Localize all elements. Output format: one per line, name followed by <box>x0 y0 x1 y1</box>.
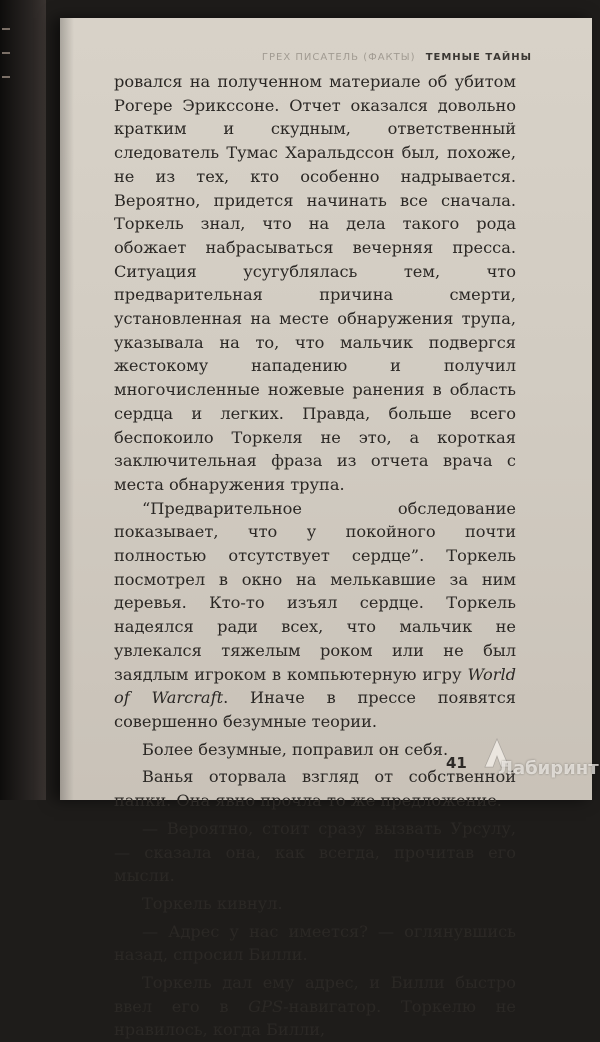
running-header-faded: ГРЕХ ПИСАТЕЛЬ (ФАКТЫ) <box>261 52 416 63</box>
text-run: . Иначе в прессе появятся совершенно безумные теории. <box>114 688 516 731</box>
italic-run: World of Warcraft <box>114 664 516 708</box>
watermark-text: Лабиринт <box>498 758 599 779</box>
running-header <box>262 52 532 63</box>
page-number: 41 <box>446 754 467 772</box>
paragraph: Более безумные, поправил он себя. <box>142 739 449 759</box>
text-run: -навигатор. Торкелю не нравилось, когда Билли, <box>114 996 516 1040</box>
text-run: “Предварительное обследование показывает, что у покойного почти полностью отсутствует сердце”. Торкель посмотрел в окно на мелькавшие за ним деревья. Кто-то изъял сердце. Торкель надеялся ради всех, что мальчик не увлекался тяжелым роком или не был заядлым игроком в компьютерную игру <box>114 498 516 684</box>
paragraph: — Вероятно, стоит сразу вызвать Урсулу, — сказала она, как всегда, прочитав его мысли. <box>114 818 516 886</box>
paragraph: — Адрес у нас имеется? — оглянувшись назад, спросил Билли. <box>114 921 516 965</box>
edge-mark <box>2 76 10 78</box>
running-header-title: ТЕМНЫЕ ТАЙНЫ <box>425 52 532 63</box>
adjacent-book-edge <box>0 0 46 800</box>
paragraph <box>114 497 516 734</box>
paragraph: Торкель кивнул. <box>142 893 283 913</box>
italic-run: GPS <box>248 996 284 1016</box>
paragraph: ровался на полученном материале об убитом Рогере Эрикссоне. Отчет оказался довольно кратким и скудным, ответственный следователь Тумас Харальдссон был, похоже, не из тех, кто особенно надрывается. Вероятно, придется начинать все сначала. Торкель знал, что на дела такого рода обожает набрасываться вечерняя пресса. Ситуация усугублялась тем, что предварительная причина смерти, установленная на месте обнаружения трупа, указывала на то, что мальчик подвергся жестокому нападению и получил многочисленные ножевые ранения в область сердца и легких. Правда, больше всего беспокоило Торкеля не это, а короткая заключительная фраза из отчета врача с места обнаружения трупа. <box>114 72 516 494</box>
paragraph: Ванья оторвала взгляд от собственной папки. Она явно прочла то же предложение. <box>114 767 516 811</box>
edge-mark <box>2 52 10 54</box>
paragraph <box>114 971 516 1042</box>
edge-mark <box>2 28 10 30</box>
book-page <box>60 18 592 1040</box>
text-run: Торкель дал ему адрес, и Билли быстро ввел его в <box>114 973 516 1016</box>
body-text <box>114 70 516 1042</box>
